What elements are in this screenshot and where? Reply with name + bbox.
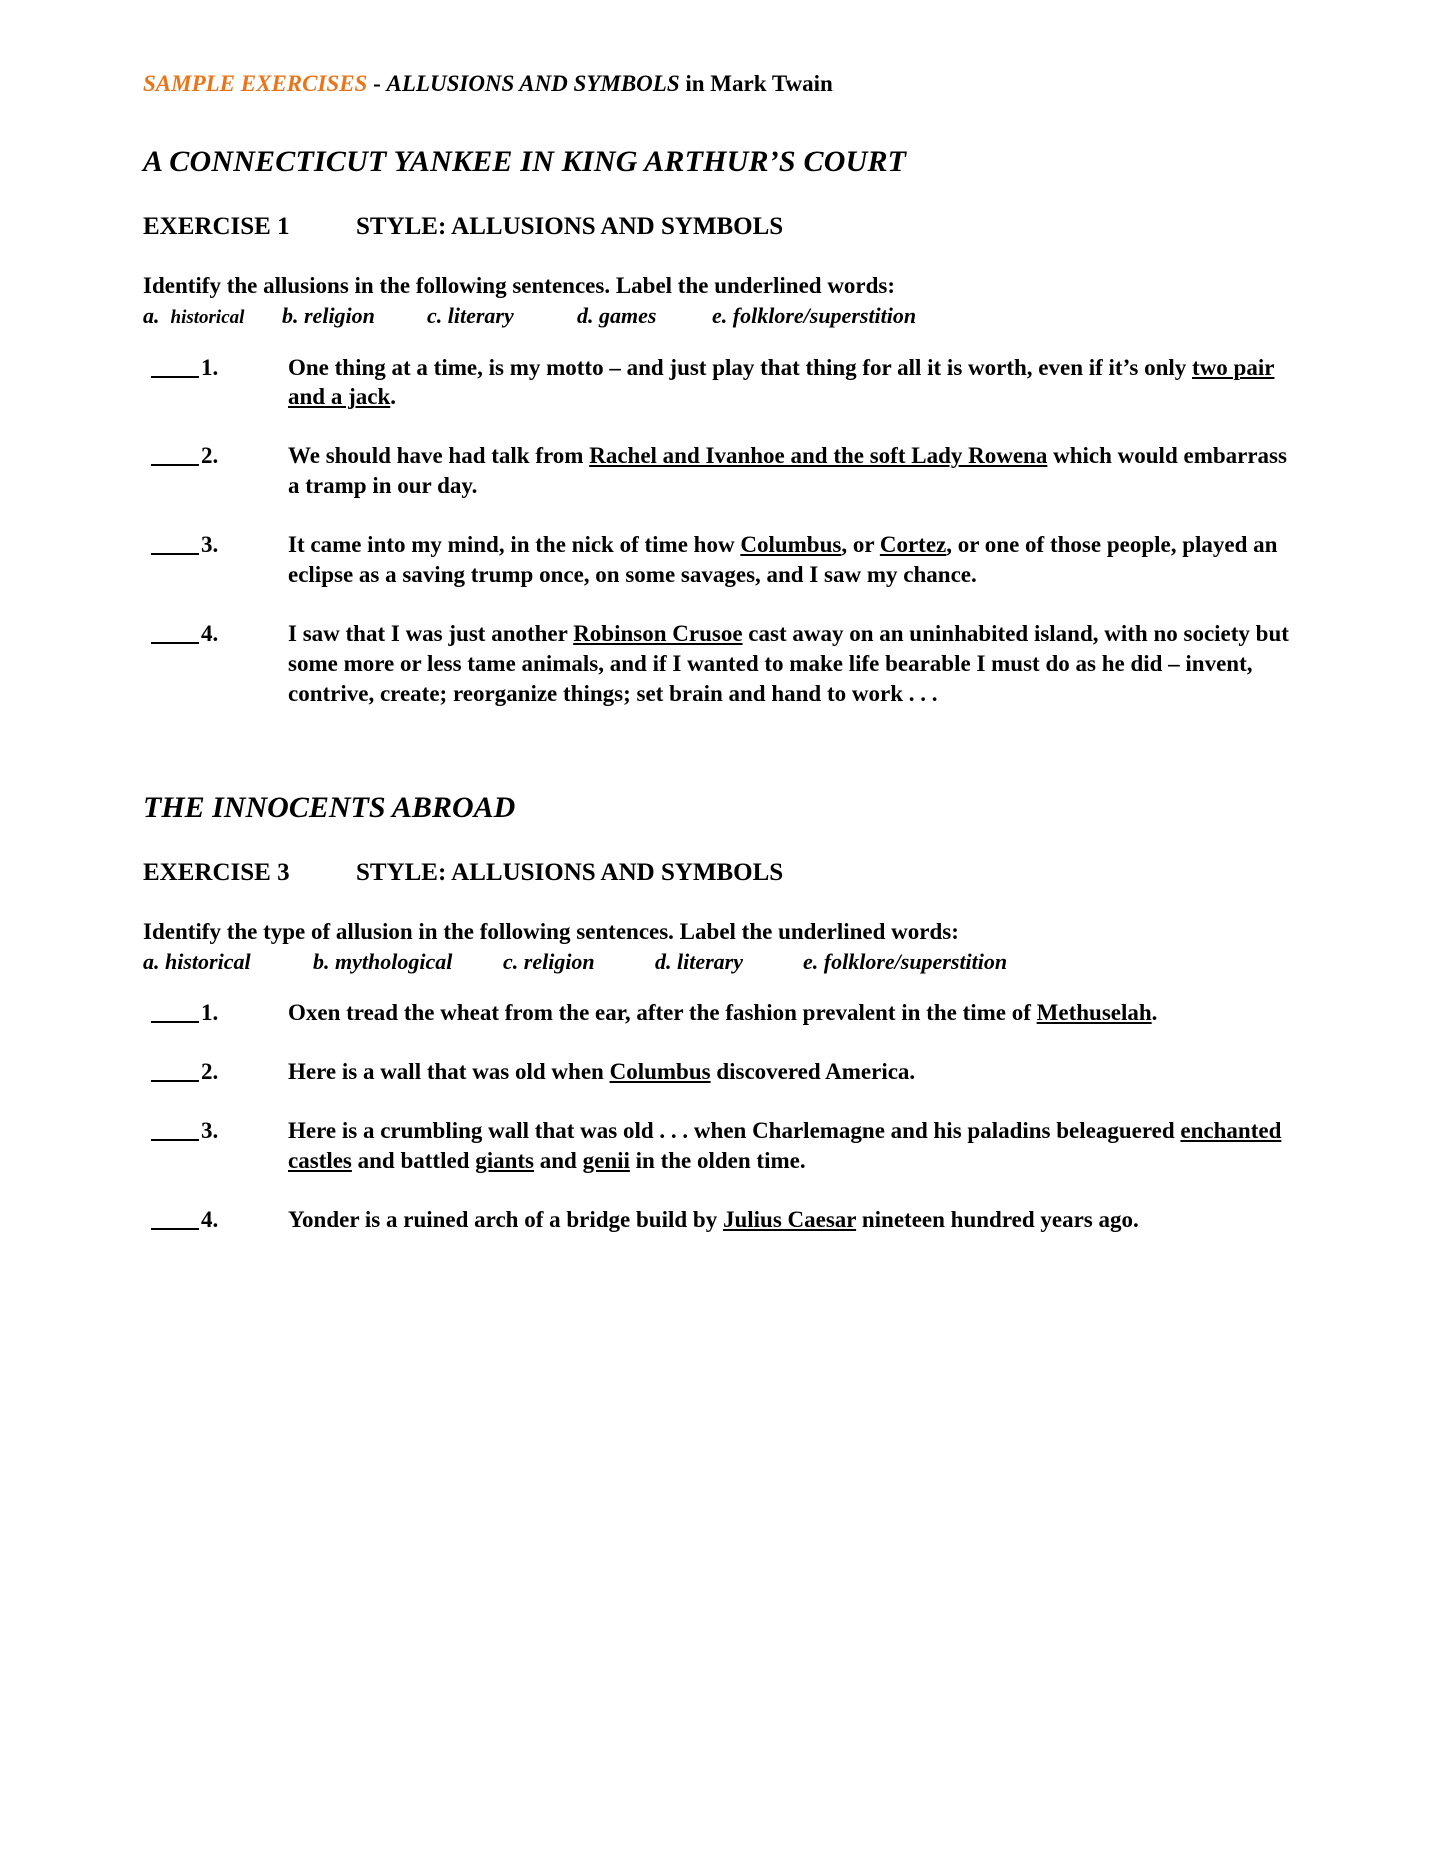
instructions-text: Identify the type of allusion in the following sentences. Label the underlined words: [143,918,959,944]
exercise-style-label: STYLE: ALLUSIONS AND SYMBOLS [356,858,784,886]
option-letter: c. [503,948,519,974]
option-letter: e. [712,303,728,329]
sentence-text: which would embarrass a tramp in our day. [288,443,1287,499]
exercise-item [143,1205,1303,1235]
header-sample-exercises: SAMPLE EXERCISES [143,71,368,96]
header-dash: - [367,71,387,96]
sentence-text: , or one of those people, played an eclipse as a saving trump once, on some savages, and I saw my chance. [288,532,1278,587]
label-option-a [143,948,313,976]
sentence-text: Here is a wall that was old when [288,1059,610,1084]
exercise-item [143,619,1303,709]
item-sentence [288,1205,1303,1235]
option-letter: d. [655,948,672,974]
document-content [143,0,1303,1235]
exercise-item [143,1057,1303,1087]
option-letter: b. [313,948,330,974]
label-option-e [803,948,1007,976]
item-answer-slot[interactable] [143,353,288,413]
label-option-b [282,302,427,330]
label-option-b [313,948,503,976]
item-sentence [288,1116,1303,1176]
option-word: literary [677,948,743,974]
option-letter: b. [282,303,299,329]
option-letter: e. [803,948,819,974]
sentence-text: Oxen tread the wheat from the ear, after the fashion prevalent in the time of [288,1000,1037,1026]
label-option-c [427,302,577,330]
section-spacer [143,709,1303,791]
answer-blank-line[interactable] [151,1139,199,1141]
item-sentence [288,530,1303,590]
sentence-text: and [534,1147,583,1173]
underlined-allusion: Cortez [879,532,947,558]
exercise-heading [143,859,1303,887]
exercise-item [143,353,1303,413]
underlined-allusion: Methuselah [1036,1000,1152,1026]
underlined-allusion: two pair and a jack [288,354,1275,410]
underlined-allusion: Robinson Crusoe [573,620,743,646]
document-header [143,70,1303,99]
option-letter: a. [143,948,160,974]
answer-blank-line[interactable] [151,1021,199,1023]
exercise-item [143,998,1303,1028]
item-number: 3. [201,532,219,558]
answer-blank-line[interactable] [151,642,199,644]
header-author: in Mark Twain [679,71,833,96]
option-letter: d. [577,303,594,329]
option-word: historical [165,948,251,974]
option-word: folklore/superstition [732,303,917,329]
answer-blank-line[interactable] [151,553,199,555]
answer-blank-line[interactable] [151,376,199,378]
label-options-list [143,948,1303,976]
item-number: 2. [201,1059,219,1084]
sentence-text: , or [841,532,880,558]
underlined-allusion: Julius Caesar [722,1206,857,1232]
item-sentence [288,998,1303,1028]
section-innocents-abroad [143,791,1303,1235]
option-word: folklore/superstition [823,948,1008,974]
instructions-text: Identify the allusions in the following sentences. Label the underlined words: [143,272,896,298]
sentence-text: Here is a crumbling wall that was old . . . when Charlemagne and his paladins beleaguered [288,1117,1181,1143]
underlined-allusion: enchanted castles [288,1117,1282,1173]
item-answer-slot[interactable] [143,1205,288,1235]
item-sentence [288,1057,1303,1087]
item-number: 1. [201,354,219,380]
sentence-text: I saw that I was just another [288,620,574,646]
book-title: THE INNOCENTS ABROAD [143,790,516,824]
option-word: religion [304,303,375,329]
item-sentence [288,353,1303,413]
exercise-item [143,530,1303,590]
option-word: religion [523,948,595,974]
label-option-e [712,302,916,330]
label-option-c [503,948,655,976]
answer-blank-line[interactable] [151,464,199,466]
option-word: literary [447,303,514,329]
item-number: 4. [201,620,219,646]
sentence-text: One thing at a time, is my motto – and just play that thing for all it is worth, even if it’s only [288,354,1193,380]
exercise-item [143,441,1303,501]
sentence-text: nineteen hundred years ago. [856,1206,1139,1232]
label-option-d [577,302,712,330]
item-sentence [288,619,1303,709]
exercise-label: EXERCISE 1 [143,212,290,240]
label-options-list [143,302,1303,330]
exercise-label: EXERCISE 3 [143,858,290,886]
exercise-items [143,998,1303,1234]
option-letter: c. [427,303,443,329]
sentence-text: We should have had talk from [288,443,590,469]
section-connecticut-yankee [143,145,1303,709]
sentence-text: Yonder is a ruined arch of a bridge build by [288,1206,723,1232]
item-number: 1. [201,1000,219,1026]
sentence-text: and battled [351,1147,476,1173]
exercise-item [143,1116,1303,1176]
item-number: 4. [201,1206,219,1232]
exercise-items [143,353,1303,709]
item-answer-slot[interactable] [143,619,288,709]
underlined-allusion: Columbus [609,1059,711,1084]
sentence-text: discovered America. [710,1059,916,1084]
sentence-text: in the olden time. [629,1147,806,1173]
sentence-text: . [390,384,396,410]
underlined-allusion: giants [475,1147,535,1173]
label-option-d [655,948,803,976]
sentence-text: It came into my mind, in the nick of time how [288,532,741,558]
item-number: 3. [201,1117,219,1143]
sentence-text: . [1151,1000,1158,1026]
underlined-allusion: Columbus [740,532,842,558]
option-word: historical [170,307,245,329]
book-title: A CONNECTICUT YANKEE IN KING ARTHUR’S COURT [143,144,907,178]
underlined-allusion: Rachel and Ivanhoe and the soft Lady Rowena [589,443,1048,469]
item-answer-slot[interactable] [143,1057,288,1087]
answer-blank-line[interactable] [151,1228,199,1230]
exercise-style-label: STYLE: ALLUSIONS AND SYMBOLS [356,212,784,240]
label-option-a [143,302,282,330]
header-allusions-and-symbols: ALLUSIONS AND SYMBOLS [386,71,680,96]
option-word: mythological [335,948,453,974]
exercise-heading [143,213,1303,241]
option-word: games [599,303,657,329]
item-answer-slot[interactable] [143,1116,288,1176]
option-letter: a. [143,303,160,329]
item-number: 2. [201,443,219,469]
item-sentence [288,441,1303,501]
sentence-text: cast away on an uninhabited island, with no society but some more or less tame animals, and if I wanted to make life bearable I must do as he did – invent, contrive, create; reorganize things; set brain and hand to work . . . [288,620,1289,706]
item-answer-slot[interactable] [143,441,288,501]
answer-blank-line[interactable] [151,1080,199,1082]
item-answer-slot[interactable] [143,530,288,590]
underlined-allusion: genii [582,1147,630,1173]
item-answer-slot[interactable] [143,998,288,1028]
